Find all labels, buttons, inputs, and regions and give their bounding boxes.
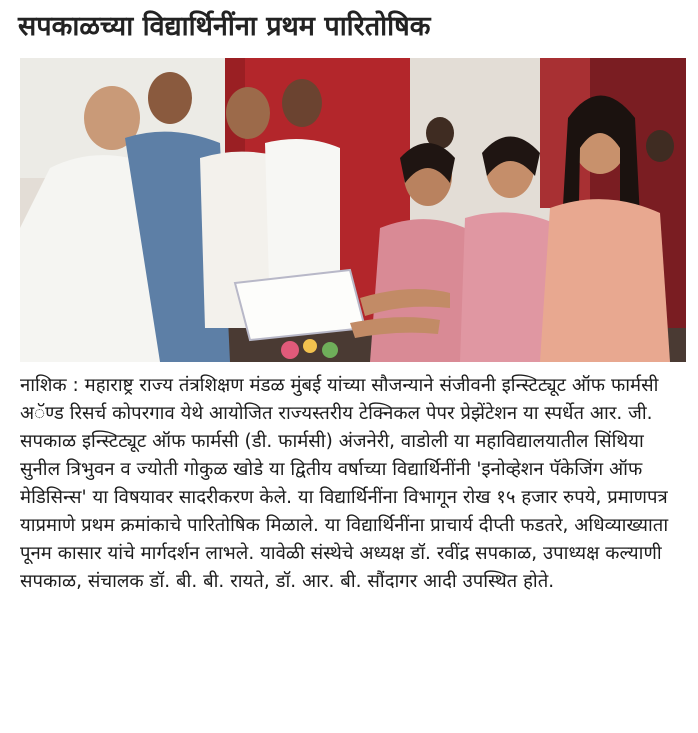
article-body: नाशिक : महाराष्ट्र राज्य तंत्रशिक्षण मंडळ मुंबई यांच्या सौजन्याने संजीवनी इन्स्टिट्यूट ऑफ फार्मसी अॅण्ड रिसर्च कोपरगाव येथे आयोजित राज्यस्तरीय टेक्निकल पेपर प्रेझेंटेशन या स्पर्धेत आर. जी. सपकाळ इन्स्टिट्यूट ऑफ फार्मसी (डी. फार्मसी) अंजनेरी, वाडोली या महाविद्यालयातील सिंथिया सुनील त्रिभुवन व ज्योती गोकुळ खोडे या द्वितीय वर्षाच्या विद्यार्थिनींनी 'इनोव्हेशन पॅकेजिंग ऑफ मेडिसिन्स' या विषयावर सादरीकरण केले. या विद्यार्थिनींना विभागून रोख १५ हजार रुपये, प्रमाणपत्र याप्रमाणे प्रथम क्रमांकाचे पारितोषिक मिळाले. या विद्यार्थिनींना प्राचार्य दीप्ती फडतरे, अधिव्याख्याता पूनम कासार यांचे मार्गदर्शन लाभले. यावेळी संस्थेचे अध्यक्ष डॉ. रवींद्र सपकाळ, उपाध्यक्ष कल्याणी सपकाळ, संचालक डॉ. बी. बी. रायते, डॉ. आर. बी. सौंदागर आदी उपस्थित होते. — [20, 375, 669, 592]
headline: सपकाळच्या विद्यार्थिनींना प्रथम पारितोषिक — [18, 11, 431, 42]
award-photo-illustration — [20, 58, 686, 362]
award-photo — [20, 58, 686, 362]
